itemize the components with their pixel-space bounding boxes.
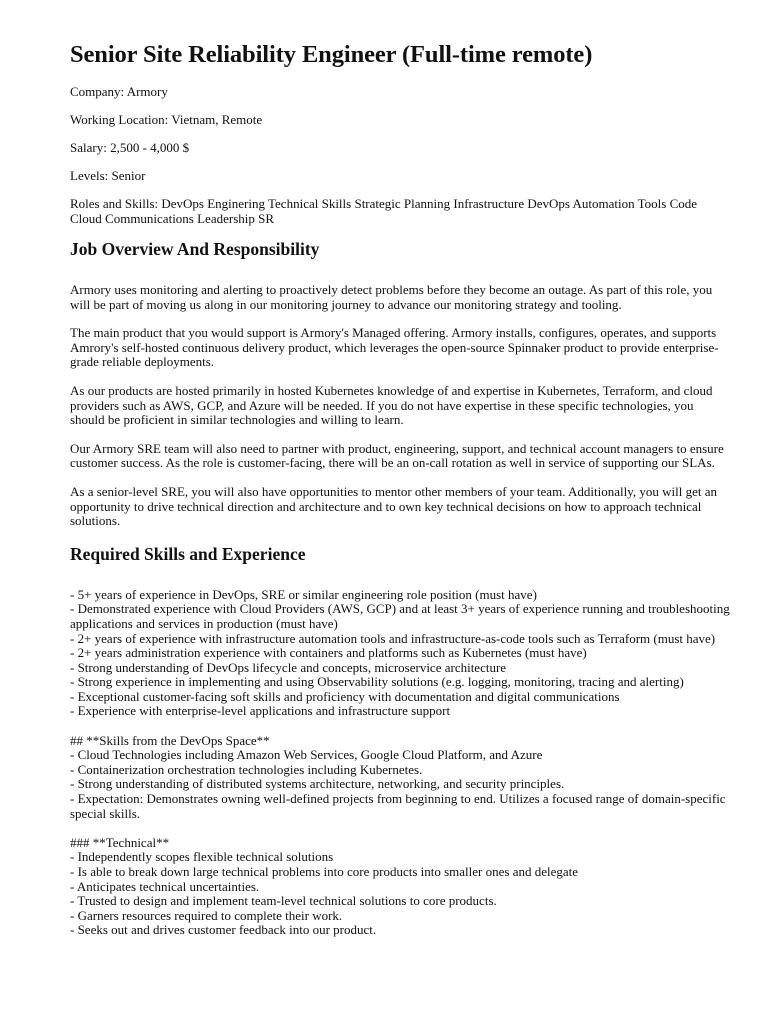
subheading-technical: ### **Technical** (70, 834, 170, 850)
spacer (70, 821, 730, 836)
list-item: - Exceptional customer-facing soft skills and proficiency with documentation and digital communications (70, 688, 620, 704)
list-item: - Strong experience in implementing and using Observability solutions (e.g. logging, monitoring, tracing and alerting) (70, 674, 684, 690)
location-line: Working Location: Vietnam, Remote (70, 112, 263, 127)
list-item: - Demonstrated experience with Cloud Providers (AWS, GCP) and at least 3+ years of experience running and troubleshooting applications and services in production (must have) (70, 601, 730, 631)
list-item: - Containerization orchestration technologies including Kubernetes. (70, 761, 423, 777)
requirements-body (70, 588, 730, 938)
list-item: - Garners resources required to complete their work. (70, 907, 343, 923)
requirements-heading: Required Skills and Experience (70, 543, 306, 564)
levels-line: Levels: Senior (70, 168, 146, 183)
list-item: - Strong understanding of DevOps lifecycle and concepts, microservice architecture (70, 659, 507, 675)
overview-paragraph: Armory uses monitoring and alerting to proactively detect problems before they become an outage. As part of this role, you will be part of moving us along in our monitoring journey to advance our monitoring strategy and tooling. (70, 282, 713, 312)
overview-body (70, 283, 730, 529)
overview-paragraph: As our products are hosted primarily in hosted Kubernetes knowledge of and expertise in Kubernetes, Terraform, and cloud providers such as AWS, GCP, and Azure will be needed. If you do not have expertise in these specific technologies, you should be proficient in similar technologies and willing to learn. (70, 382, 713, 428)
roles-line: Roles and Skills: DevOps Enginering Technical Skills Strategic Planning Infrastructure DevOps Automation Tools Code Cloud Communications Leadership SR (70, 196, 698, 226)
list-item: - Independently scopes flexible technical solutions (70, 849, 334, 865)
list-item: - Seeks out and drives customer feedback into our product. (70, 922, 377, 938)
list-item: - Experience with enterprise-level applications and infrastructure support (70, 703, 451, 719)
overview-paragraph: Our Armory SRE team will also need to partner with product, engineering, support, and technical account managers to ensure customer success. As the role is customer-facing, there will be an on-call rotation as well in service of supporting our SLAs. (70, 440, 724, 471)
list-item: - Cloud Technologies including Amazon Web Services, Google Cloud Platform, and Azure (70, 747, 543, 763)
list-item: - Expectation: Demonstrates owning well-defined projects from beginning to end. Utilizes a focused range of domain-specific special skills. (70, 791, 726, 821)
overview-heading: Job Overview And Responsibility (70, 239, 320, 259)
spacer (70, 719, 730, 734)
page-title: Senior Site Reliability Engineer (Full-time remote) (70, 41, 593, 68)
list-item: - Strong understanding of distributed systems architecture, networking, and security principles. (70, 776, 565, 792)
overview-paragraph: As a senior-level SRE, you will also have opportunities to mentor other members of your team. Additionally, you will get an opportunity to drive technical direction and architecture and to own key technical decisions on how to approach technical solutions. (70, 483, 717, 529)
list-item: - Is able to break down large technical problems into core products into smaller ones and delegate (70, 864, 579, 879)
company-line: Company: Armory (70, 84, 168, 99)
document-page (70, 40, 730, 938)
list-item: - Anticipates technical uncertainties. (70, 878, 260, 894)
list-item: - 5+ years of experience in DevOps, SRE or similar engineering role position (must have) (70, 586, 537, 602)
subheading-devops-space: ## **Skills from the DevOps Space** (70, 732, 270, 748)
salary-line: Salary: 2,500 - 4,000 $ (70, 140, 190, 155)
list-item: - Trusted to design and implement team-level technical solutions to core products. (70, 893, 497, 909)
overview-paragraph: The main product that you would support is Armory's Managed offering. Armory installs, configures, operates, and supports Amrory's self-hosted continuous delivery product, which leverages the open-source Spinnaker product to provide enterprise-grade reliable deployments. (70, 325, 719, 370)
job-meta (70, 84, 730, 226)
list-item: - 2+ years of experience with infrastructure automation tools and infrastructure-as-code tools such as Terraform (must have) (70, 630, 716, 646)
list-item: - 2+ years administration experience with containers and platforms such as Kubernetes (must have) (70, 645, 587, 661)
